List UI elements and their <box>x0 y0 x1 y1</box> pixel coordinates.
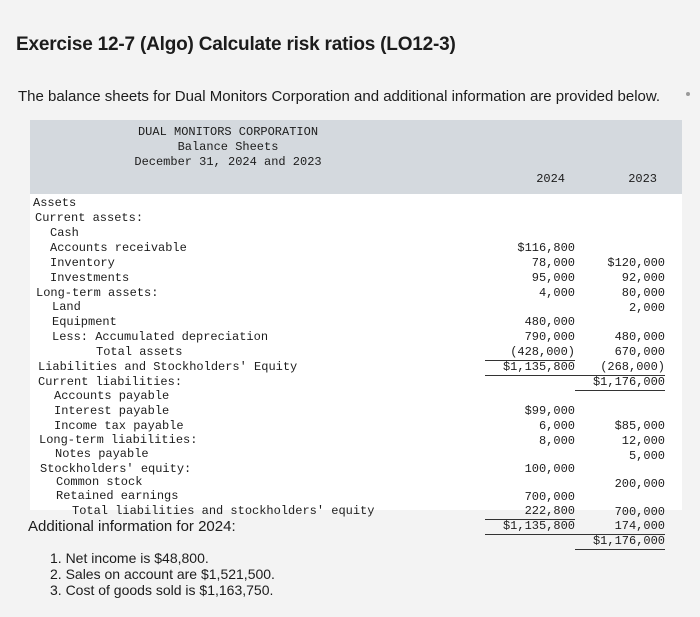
row-equipment: Equipment 790,000 670,000 <box>52 315 665 359</box>
additional-info-list <box>50 550 275 598</box>
intro-text: The balance sheets for Dual Monitors Corporation and additional information are provided below. <box>18 88 661 105</box>
row-accounts-payable: Accounts payable $99,000 $85,000 <box>54 389 665 433</box>
row-long-term-liabilities: Long-term liabilities: <box>39 433 198 447</box>
year-2024-header: 2024 <box>536 172 565 186</box>
row-accumulated-depreciation: Less: Accumulated depreciation (428,000) (268,000) <box>52 330 665 374</box>
row-liabilities-equity: Liabilities and Stockholders' Equity <box>38 360 298 374</box>
row-current-assets: Current assets: <box>35 211 144 225</box>
row-stockholders-equity: Stockholders' equity: <box>40 462 192 476</box>
additional-info-heading: Additional information for 2024: <box>28 518 236 535</box>
row-notes-payable: Notes payable 100,000 200,000 <box>55 447 665 491</box>
list-item: 1. Net income is $48,800. <box>50 550 209 566</box>
row-current-liabilities: Current liabilities: <box>38 375 183 389</box>
decorative-dot <box>686 92 690 96</box>
row-interest-payable: Interest payable 6,000 12,000 <box>54 404 665 448</box>
row-income-tax-payable: Income tax payable 8,000 5,000 <box>54 419 665 463</box>
row-inventory: Inventory 95,000 80,000 <box>50 256 665 300</box>
cash-2023: $120,000 <box>607 256 665 270</box>
total-assets-2024: $1,135,800 <box>485 360 575 376</box>
row-retained-earnings: Retained earnings 222,800 174,000 <box>56 489 665 533</box>
total-le-2023: $1,176,000 <box>575 534 665 550</box>
row-cash: Cash $116,800 $120,000 <box>50 226 665 270</box>
statement-date: December 31, 2024 and 2023 <box>134 155 322 169</box>
cash-2024: $116,800 <box>517 241 575 255</box>
row-total-assets: Total assets $1,135,800 $1,176,000 <box>96 345 665 389</box>
list-item: 3. Cost of goods sold is $1,163,750. <box>50 582 274 598</box>
total-assets-2023: $1,176,000 <box>575 375 665 391</box>
row-investments: Investments 4,000 2,000 <box>50 271 665 315</box>
exercise-title: Exercise 12-7 (Algo) Calculate risk ratios (LO12-3) <box>16 34 456 55</box>
row-common-stock: Common stock 700,000 700,000 <box>56 475 665 519</box>
total-le-2024: $1,135,800 <box>485 519 575 535</box>
company-name: DUAL MONITORS CORPORATION <box>137 125 319 139</box>
row-total-liabilities-equity: Total liabilities and stockholders' equity $1,135,800 $1,176,000 <box>72 504 665 548</box>
list-item: 2. Sales on account are $1,521,500. <box>50 566 275 582</box>
row-assets: Assets <box>33 196 77 210</box>
year-2023-header: 2023 <box>628 172 657 186</box>
statement-name: Balance Sheets <box>177 140 279 154</box>
row-accounts-receivable: Accounts receivable 78,000 92,000 <box>50 241 665 285</box>
row-land: Land 480,000 480,000 <box>52 300 665 344</box>
row-long-term-assets: Long-term assets: <box>36 286 159 300</box>
